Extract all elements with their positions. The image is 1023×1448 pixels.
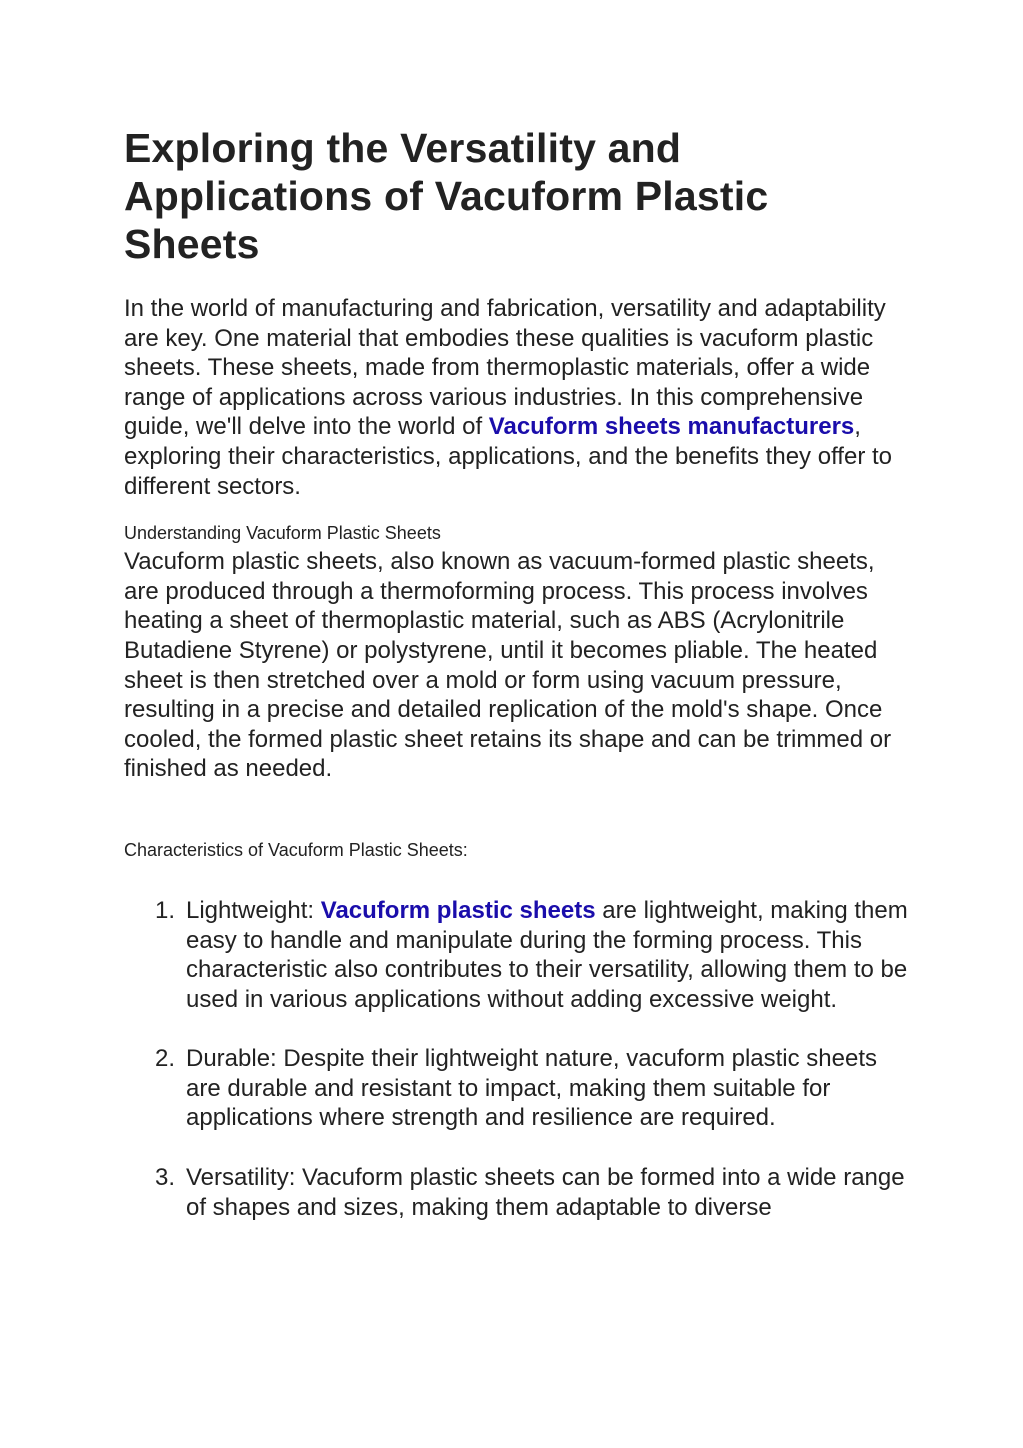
list-item bbox=[124, 1163, 914, 1222]
understanding-paragraph: Vacuform plastic sheets, also known as vacuum-formed plastic sheets, are produced through a thermoforming process. This process involves heating a sheet of thermoplastic material, such as ABS (Acrylonitrile Butadiene Styrene) or polystyrene, until it becomes pliable. The heated sheet is then stretched over a mold or form using vacuum pressure, resulting in a precise and detailed replication of the mold's shape. Once cooled, the formed plastic sheet retains its shape and can be trimmed or finished as needed. bbox=[124, 548, 892, 783]
vacuform-plastic-sheets-link[interactable]: Vacuform plastic sheets bbox=[320, 896, 596, 924]
list-item-text: Durable: Despite their lightweight nature, vacuform plastic sheets are durable and resistant to impact, making them suitable for applications where strength and resilience are required. bbox=[186, 1045, 878, 1132]
characteristics-list bbox=[124, 896, 914, 1222]
section-heading-characteristics: Characteristics of Vacuform Plastic Sheets: bbox=[124, 839, 468, 860]
list-item bbox=[124, 896, 914, 1014]
vacuform-sheets-manufacturers-link[interactable]: Vacuform sheets manufacturers bbox=[488, 413, 855, 441]
intro-paragraph bbox=[124, 294, 914, 501]
document-page bbox=[124, 124, 914, 1252]
page-title: Exploring the Versatility and Applications of Vacuform Plastic Sheets bbox=[124, 125, 769, 267]
intro-text-before-link: In the world of manufacturing and fabrication, versatility and adaptability are key. One material that embodies these qualities is vacuform plastic sheets. These sheets, made from thermoplastic materials, offer a wide range of applications across various industries. In this comprehensive guide, we'll delve into the world of bbox=[124, 295, 886, 441]
intro-text-after-link: , exploring their characteristics, applications, and the benefits they offer to different sectors. bbox=[124, 413, 892, 500]
list-item-number: 2. bbox=[155, 1045, 176, 1073]
list-item bbox=[124, 1044, 914, 1133]
list-item-text: Versatility: Vacuform plastic sheets can be formed into a wide range of shapes and sizes, making them adaptable to diverse bbox=[186, 1164, 905, 1221]
list-item-number: 3. bbox=[155, 1164, 176, 1192]
list-item-text-after-link: are lightweight, making them easy to handle and manipulate during the forming process. This characteristic also contributes to their versatility, allowing them to be used in various applications without adding excessive weight. bbox=[186, 896, 908, 1013]
list-item-number: 1. bbox=[155, 896, 176, 924]
section-heading-understanding: Understanding Vacuform Plastic Sheets bbox=[124, 523, 441, 544]
list-item-text-before-link: Lightweight: bbox=[186, 896, 321, 924]
